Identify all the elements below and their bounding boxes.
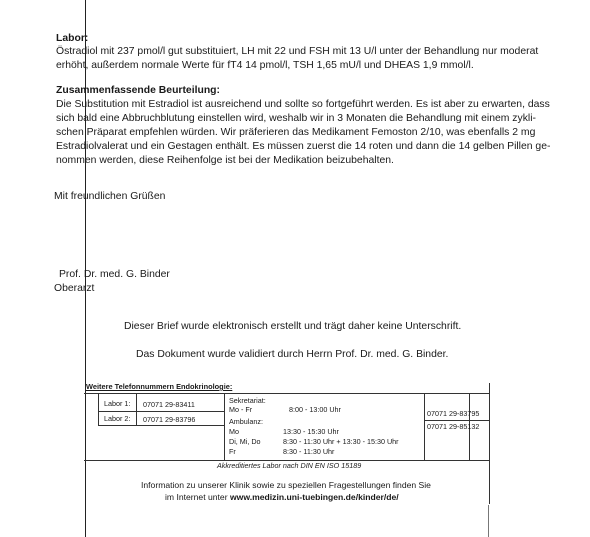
table-col-line-2 — [136, 393, 137, 426]
summary-line-2: sich bald eine Abbruchblutung einstellen wird, weshalb wir in 3 Monaten die Behandlung mit einem zykli- — [56, 113, 536, 124]
sekretariat-label: Sekretariat: — [229, 396, 266, 405]
table-col-line-1 — [98, 393, 99, 426]
summary-line-5: nommen werden, diese Reihenfolge ist bei der Medikation beizubehalten. — [56, 155, 394, 166]
labor-heading: Labor: — [56, 33, 89, 44]
ambulanz-label: Ambulanz: — [229, 417, 263, 426]
footer-prefix: im Internet unter — [165, 492, 230, 502]
footer-line-2 — [165, 492, 399, 503]
ambulanz-mo-days: Mo — [229, 427, 239, 436]
ambulanz-number: 07071 29-85132 — [427, 422, 480, 431]
labor2-label: Labor 2: — [104, 414, 131, 423]
ambulanz-fr-hours: 8:30 - 11:30 Uhr — [283, 447, 335, 456]
labor1-label: Labor 1: — [104, 399, 131, 408]
electronic-note: Dieser Brief wurde elektronisch erstellt und trägt daher keine Unterschrift. — [124, 321, 462, 332]
labor1-number: 07071 29-83411 — [143, 400, 195, 409]
greeting: Mit freundlichen Grüßen — [54, 191, 166, 202]
table-col-line-4 — [424, 393, 425, 460]
ambulanz-mo-hours: 13:30 - 15:30 Uhr — [283, 427, 339, 436]
summary-line-4: Estradiolvalerat und ein Gestagen enthält. Es müssen zuerst die 14 roten und dann die 14 gelben Pillen ge- — [56, 141, 551, 152]
summary-line-1: Die Substitution mit Estradiol ist ausreichend und sollte so fortgeführt werden. Es ist aber zu erwarten, dass — [56, 99, 550, 110]
validated-note: Das Dokument wurde validiert durch Herrn Prof. Dr. med. G. Binder. — [136, 349, 449, 360]
labor-line-1: Östradiol mit 237 pmol/l gut substituiert, LH mit 22 und FSH mit 13 U/l unter der Behandlung nur moderat — [56, 46, 539, 57]
ambulanz-dimido-hours: 8:30 - 11:30 Uhr + 13:30 - 15:30 Uhr — [283, 437, 399, 446]
phones-table-top-rule — [84, 393, 490, 394]
right-number-divider — [424, 420, 490, 421]
ambulanz-fr-days: Fr — [229, 447, 236, 456]
sekretariat-days: Mo - Fr — [229, 405, 253, 414]
footer-url-link[interactable]: www.medizin.uni-tuebingen.de/kinder/de/ — [229, 492, 399, 502]
sekretariat-hours: 8:00 - 13:00 Uhr — [289, 405, 341, 414]
summary-line-3: schen Präparat empfehlen würden. Wir präferieren das Medikament Femoston 2/10, was ebenfalls 2 mg — [56, 127, 536, 138]
sekretariat-number: 07071 29-83795 — [427, 409, 480, 418]
footer-line-1: Information zu unserer Klinik sowie zu speziellen Fragestellungen finden Sie — [141, 480, 431, 490]
labor-bottom-rule — [98, 425, 224, 426]
table-col-line-3 — [224, 393, 225, 460]
right-edge-mark — [488, 505, 489, 537]
labor-row-divider — [98, 411, 224, 412]
accreditation-note: Akkreditiertes Labor nach DIN EN ISO 15189 — [217, 461, 362, 470]
labor2-number: 07071 29-83796 — [143, 415, 196, 424]
signature-role: Oberarzt — [54, 283, 95, 294]
signature-name: Prof. Dr. med. G. Binder — [59, 269, 170, 280]
phones-heading: Weitere Telefonnummern Endokrinologie: — [86, 382, 233, 391]
summary-heading: Zusammenfassende Beurteilung: — [56, 85, 220, 96]
ambulanz-dimido-days: Di, Mi, Do — [229, 437, 261, 446]
labor-line-2: erhöht, außerdem normale Werte für fT4 14 pmol/l, TSH 1,65 mU/l und DHEAS 1,9 mmol/l. — [56, 60, 474, 71]
